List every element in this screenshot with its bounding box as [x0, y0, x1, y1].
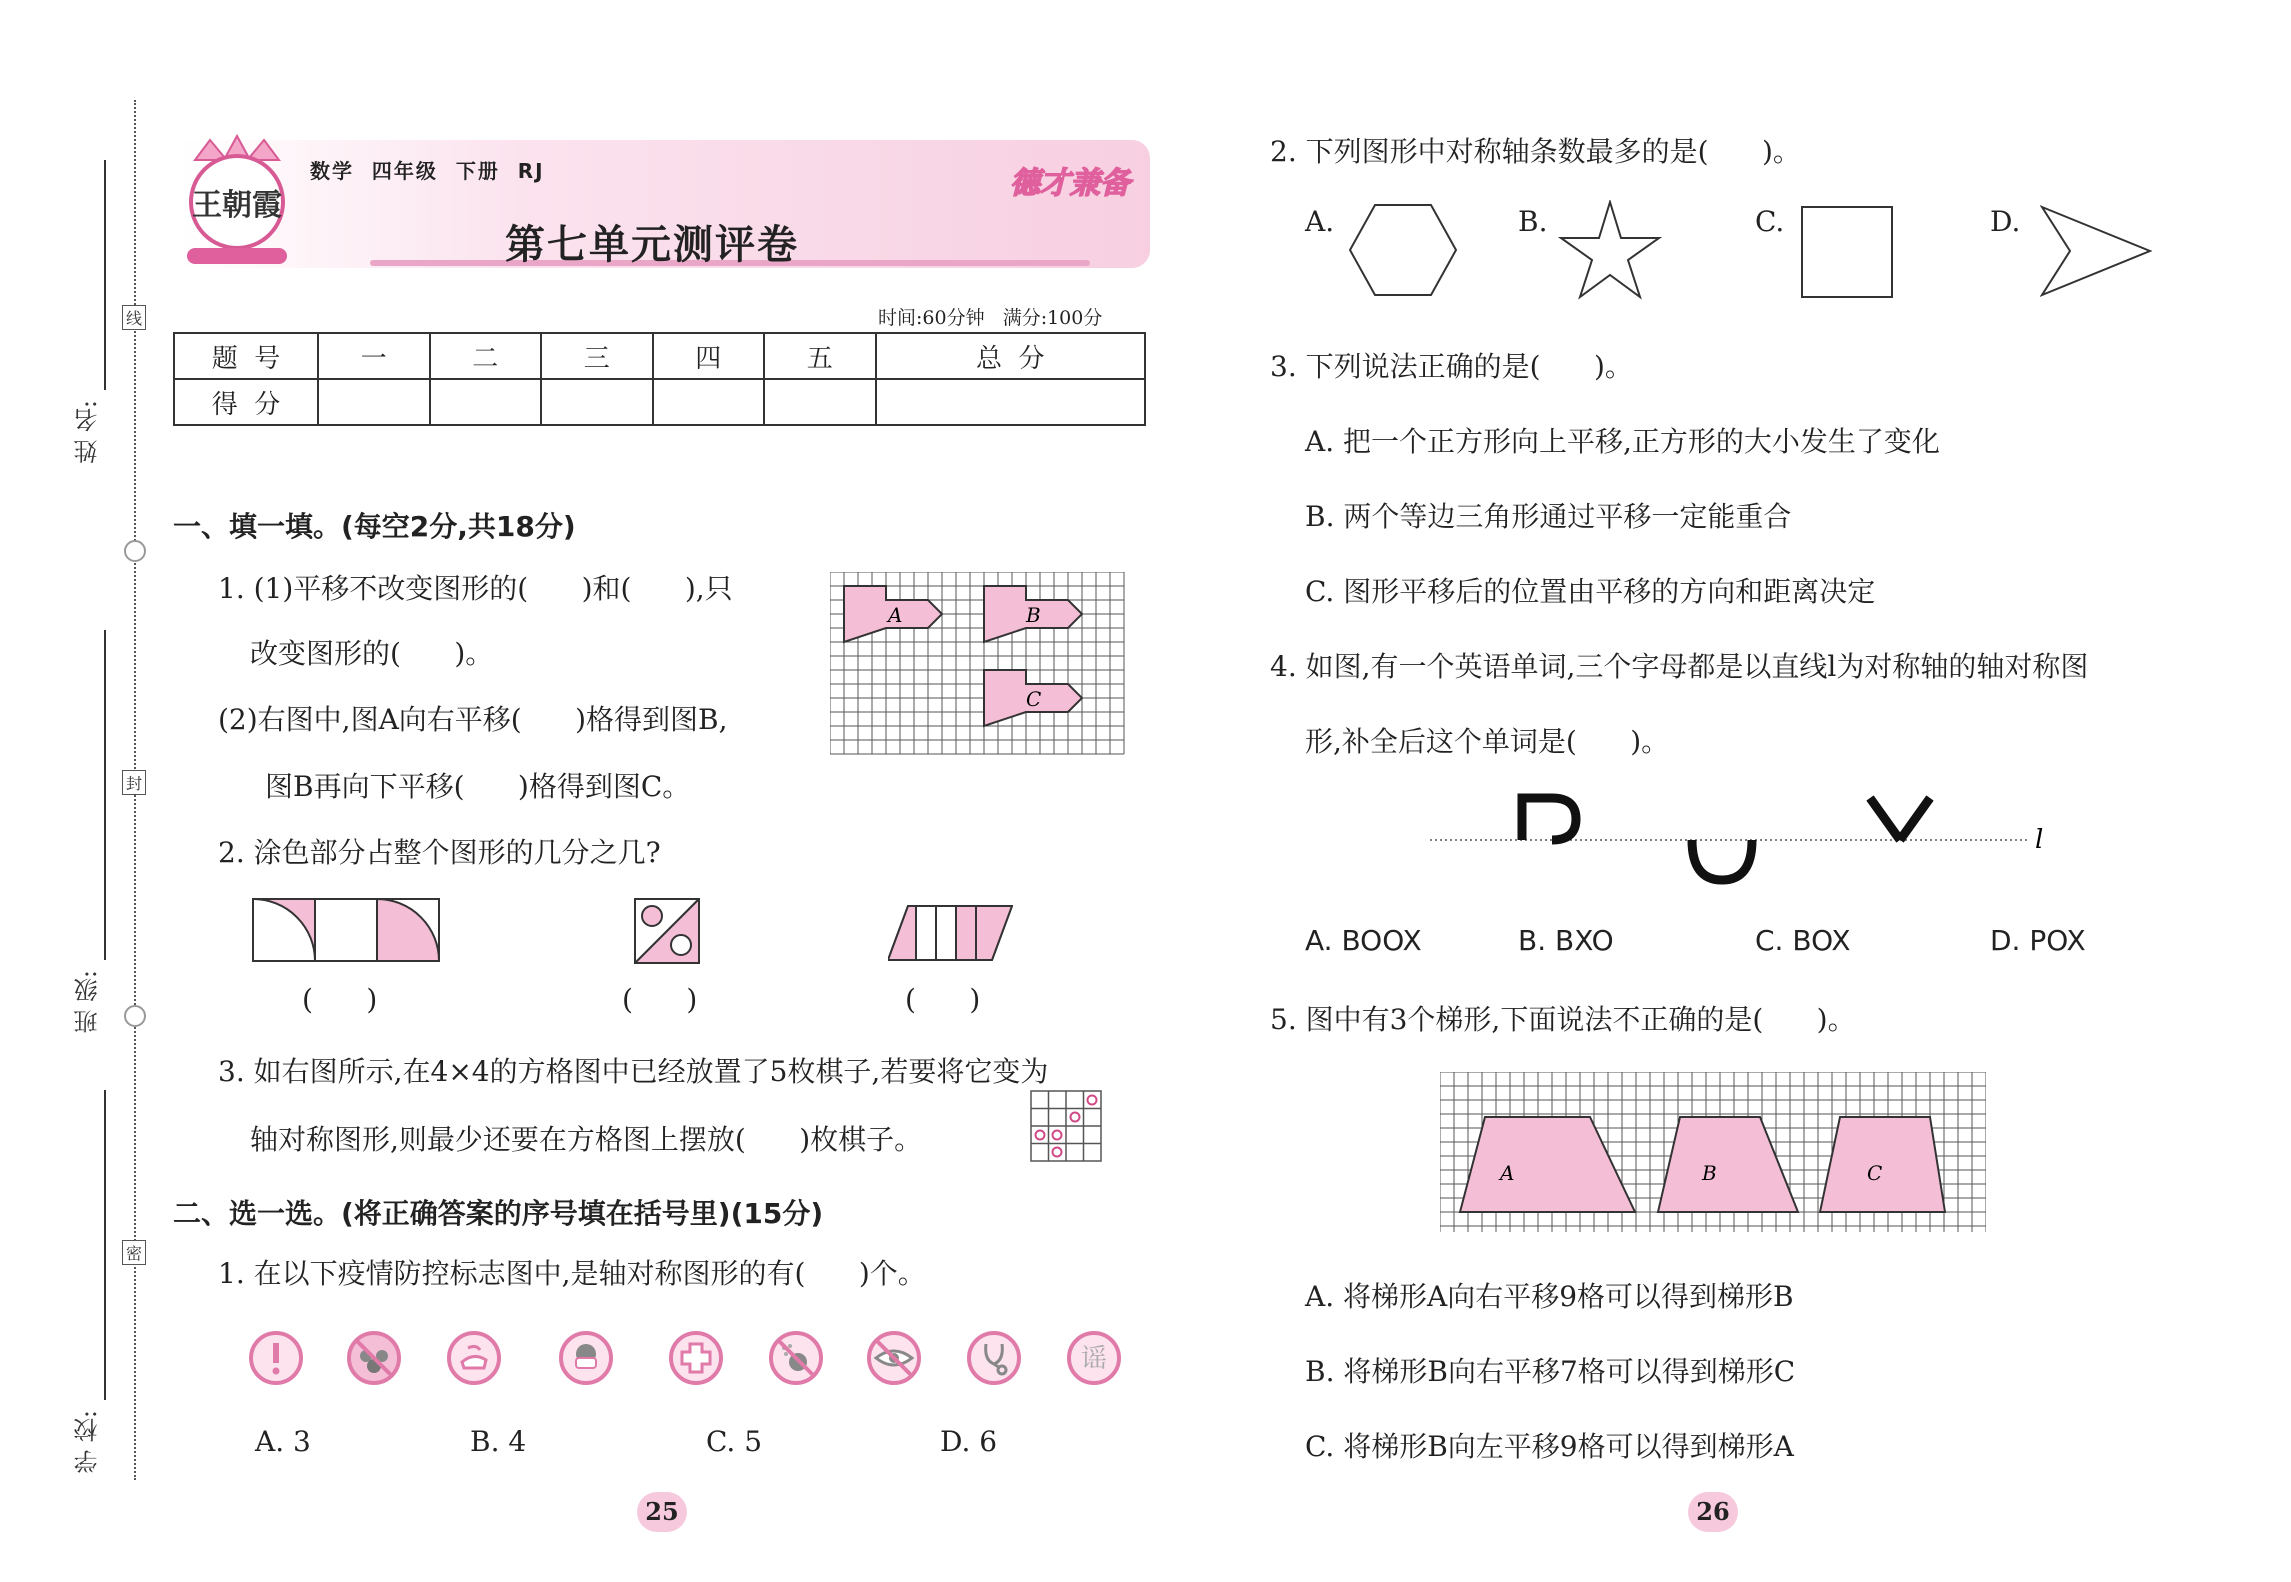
s2-q4-option-d[interactable]: D. POX	[1990, 924, 2086, 957]
binding-hole-icon	[124, 540, 146, 562]
epidemic-icons-row	[248, 1330, 1128, 1390]
chess-piece	[1036, 1131, 1045, 1140]
shape-b	[984, 586, 1082, 642]
score-header-cell: 总 分	[876, 333, 1146, 379]
page-number-right: 26	[1688, 1492, 1738, 1532]
score-header-cell: 三	[541, 333, 653, 379]
trapezoid-c	[1820, 1117, 1945, 1212]
rumor-icon-char: 谣	[1080, 1344, 1108, 1374]
axis-label: l	[2035, 825, 2044, 855]
rumor-icon	[1066, 1330, 1122, 1386]
s2-q2-option-b[interactable]: B.	[1518, 205, 1548, 238]
thermometer-icon	[966, 1330, 1022, 1386]
s1-q2-text: 2. 涂色部分占整个图形的几分之几?	[218, 836, 661, 869]
s2-q5-option-a[interactable]: A. 将梯形A向右平移9格可以得到梯形B	[1305, 1280, 1794, 1313]
page-title: 第七单元测评卷	[505, 222, 799, 268]
trapezoid-b-label: B	[1702, 1161, 1717, 1185]
brand-logo	[175, 130, 300, 265]
square-shape	[1800, 205, 1894, 299]
chess-piece	[1053, 1131, 1062, 1140]
fraction-blank[interactable]: ( )	[905, 983, 981, 1016]
chess-piece	[1088, 1096, 1097, 1105]
s1-q3-line1: 3. 如右图所示,在4×4的方格图中已经放置了5枚棋子,若要将它变为	[218, 1055, 1049, 1088]
score-input-cell[interactable]	[764, 379, 876, 425]
shape-a	[830, 572, 884, 586]
shape-a-label: A	[888, 603, 903, 627]
class-label: 班 级:	[74, 970, 102, 1034]
star-shape	[1558, 200, 1662, 300]
s2-q4-option-a[interactable]: A. BOOX	[1305, 924, 1422, 957]
mask-icon	[558, 1330, 614, 1386]
s2-q4-option-c[interactable]: C. BOX	[1755, 924, 1851, 957]
letter-b-top	[1522, 798, 1576, 840]
s1-q3-line2: 轴对称图形,则最少还要在方格图上摆放( )枚棋子。	[250, 1123, 923, 1156]
fraction-blank[interactable]: ( )	[302, 983, 378, 1016]
eye-icon	[866, 1330, 922, 1386]
fraction-figure-1	[252, 898, 442, 962]
s2-q1-text: 1. 在以下疫情防控标志图中,是轴对称图形的有( )个。	[218, 1257, 926, 1290]
score-header-cell: 题 号	[174, 333, 318, 379]
seal-mark-seal: 封	[122, 770, 146, 795]
s2-q5-option-c[interactable]: C. 将梯形B向左平移9格可以得到梯形A	[1305, 1430, 1794, 1463]
exclamation-icon	[248, 1330, 304, 1386]
s2-q4-line1: 4. 如图,有一个英语单词,三个字母都是以直线l为对称轴的轴对称图	[1270, 650, 2089, 683]
score-input-cell[interactable]	[876, 379, 1146, 425]
book-meta: 数学 四年级 下册 RJ	[310, 159, 545, 183]
s2-q3-text: 3. 下列说法正确的是( )。	[1270, 350, 1633, 383]
s2-q3-option-b[interactable]: B. 两个等边三角形通过平移一定能重合	[1305, 500, 1792, 533]
s2-q1-option-a[interactable]: A. 3	[255, 1425, 311, 1458]
score-table	[173, 332, 1146, 426]
seal-mark-line: 线	[122, 305, 146, 330]
score-header-cell: 五	[764, 333, 876, 379]
page-number-left: 25	[637, 1492, 687, 1532]
section2-heading: 二、选一选。(将正确答案的序号填在括号里)(15分)	[173, 1197, 824, 1230]
s2-q4-line2: 形,补全后这个单词是( )。	[1305, 725, 1670, 758]
s2-q2-option-d[interactable]: D.	[1990, 205, 2021, 238]
score-header-cell: 二	[430, 333, 542, 379]
s1-q1-line4: 图B再向下平移( )格得到图C。	[265, 770, 691, 803]
letter-x-top	[1870, 798, 1930, 840]
name-label: 姓 名:	[74, 400, 102, 464]
score-label-cell: 得 分	[174, 379, 318, 425]
s2-q2-option-a[interactable]: A.	[1305, 205, 1335, 238]
no-spray-icon	[768, 1330, 824, 1386]
s2-q3-option-a[interactable]: A. 把一个正方形向上平移,正方形的大小发生了变化	[1305, 425, 1940, 458]
score-input-cell[interactable]	[653, 379, 765, 425]
time-info: 时间:60分钟 满分:100分	[878, 307, 1103, 329]
medical-cross-icon	[668, 1330, 724, 1386]
school-underline	[104, 1090, 106, 1400]
slogan-badge: 德才兼备	[1010, 166, 1130, 201]
s2-q5-text: 5. 图中有3个梯形,下面说法不正确的是( )。	[1270, 1003, 1856, 1036]
arrowhead-shape	[2040, 205, 2152, 297]
hand-wash-icon	[446, 1330, 502, 1386]
trapezoid-b	[1658, 1117, 1798, 1212]
section1-heading: 一、填一填。(每空2分,共18分)	[173, 510, 576, 543]
school-label: 学 校:	[74, 1410, 102, 1474]
fraction-figure-2	[634, 898, 700, 964]
score-input-cell[interactable]	[430, 379, 542, 425]
letters-symmetry-figure	[1430, 790, 2050, 890]
name-underline	[104, 160, 106, 390]
letter-o-bottom	[1692, 840, 1752, 880]
s2-q1-option-b[interactable]: B. 4	[470, 1425, 527, 1458]
chess-grid-figure	[1030, 1090, 1102, 1162]
s1-q1-line1: 1. (1)平移不改变图形的( )和( ),只	[218, 572, 733, 605]
trapezoid-c-label: C	[1867, 1161, 1883, 1185]
class-underline	[104, 630, 106, 960]
shape-c-label: C	[1026, 687, 1042, 711]
s2-q2-option-c[interactable]: C.	[1755, 205, 1785, 238]
binding-hole-icon	[124, 1005, 146, 1027]
s1-q1-line3: (2)右图中,图A向右平移( )格得到图B,	[218, 703, 728, 736]
seal-mark-secret: 密	[122, 1240, 146, 1265]
binding-margin	[60, 100, 150, 1480]
score-table-row	[174, 379, 1145, 425]
trapezoid-a-label: A	[1500, 1161, 1515, 1185]
score-input-cell[interactable]	[541, 379, 653, 425]
score-input-cell[interactable]	[318, 379, 430, 425]
score-header-cell: 四	[653, 333, 765, 379]
shape-c	[984, 670, 1082, 726]
s2-q2-text: 2. 下列图形中对称轴条数最多的是( )。	[1270, 135, 1801, 168]
trapezoid-a	[1460, 1117, 1635, 1212]
trapezoid-grid-figure	[1440, 1072, 1986, 1232]
s2-q3-option-c[interactable]: C. 图形平移后的位置由平移的方向和距离决定	[1305, 575, 1876, 608]
score-table-row	[174, 333, 1145, 379]
fraction-blank[interactable]: ( )	[622, 983, 698, 1016]
s1-q1-line2: 改变图形的( )。	[250, 637, 494, 670]
s2-q5-option-b[interactable]: B. 将梯形B向右平移7格可以得到梯形C	[1305, 1355, 1796, 1388]
score-header-cell: 一	[318, 333, 430, 379]
s2-q4-option-b[interactable]: B. BXO	[1518, 924, 1614, 957]
s2-q1-option-c[interactable]: C. 5	[706, 1425, 763, 1458]
chess-piece	[1053, 1148, 1062, 1157]
no-crowd-icon	[346, 1330, 402, 1386]
translation-grid-figure	[830, 572, 1135, 764]
chess-piece	[1071, 1113, 1080, 1122]
fraction-figure-3	[888, 905, 1013, 961]
s2-q1-option-d[interactable]: D. 6	[940, 1425, 998, 1458]
shape-b-label: B	[1026, 603, 1041, 627]
brand-name: 王朝霞	[192, 188, 282, 223]
shape-a	[844, 586, 942, 642]
hexagon-shape	[1348, 203, 1458, 297]
